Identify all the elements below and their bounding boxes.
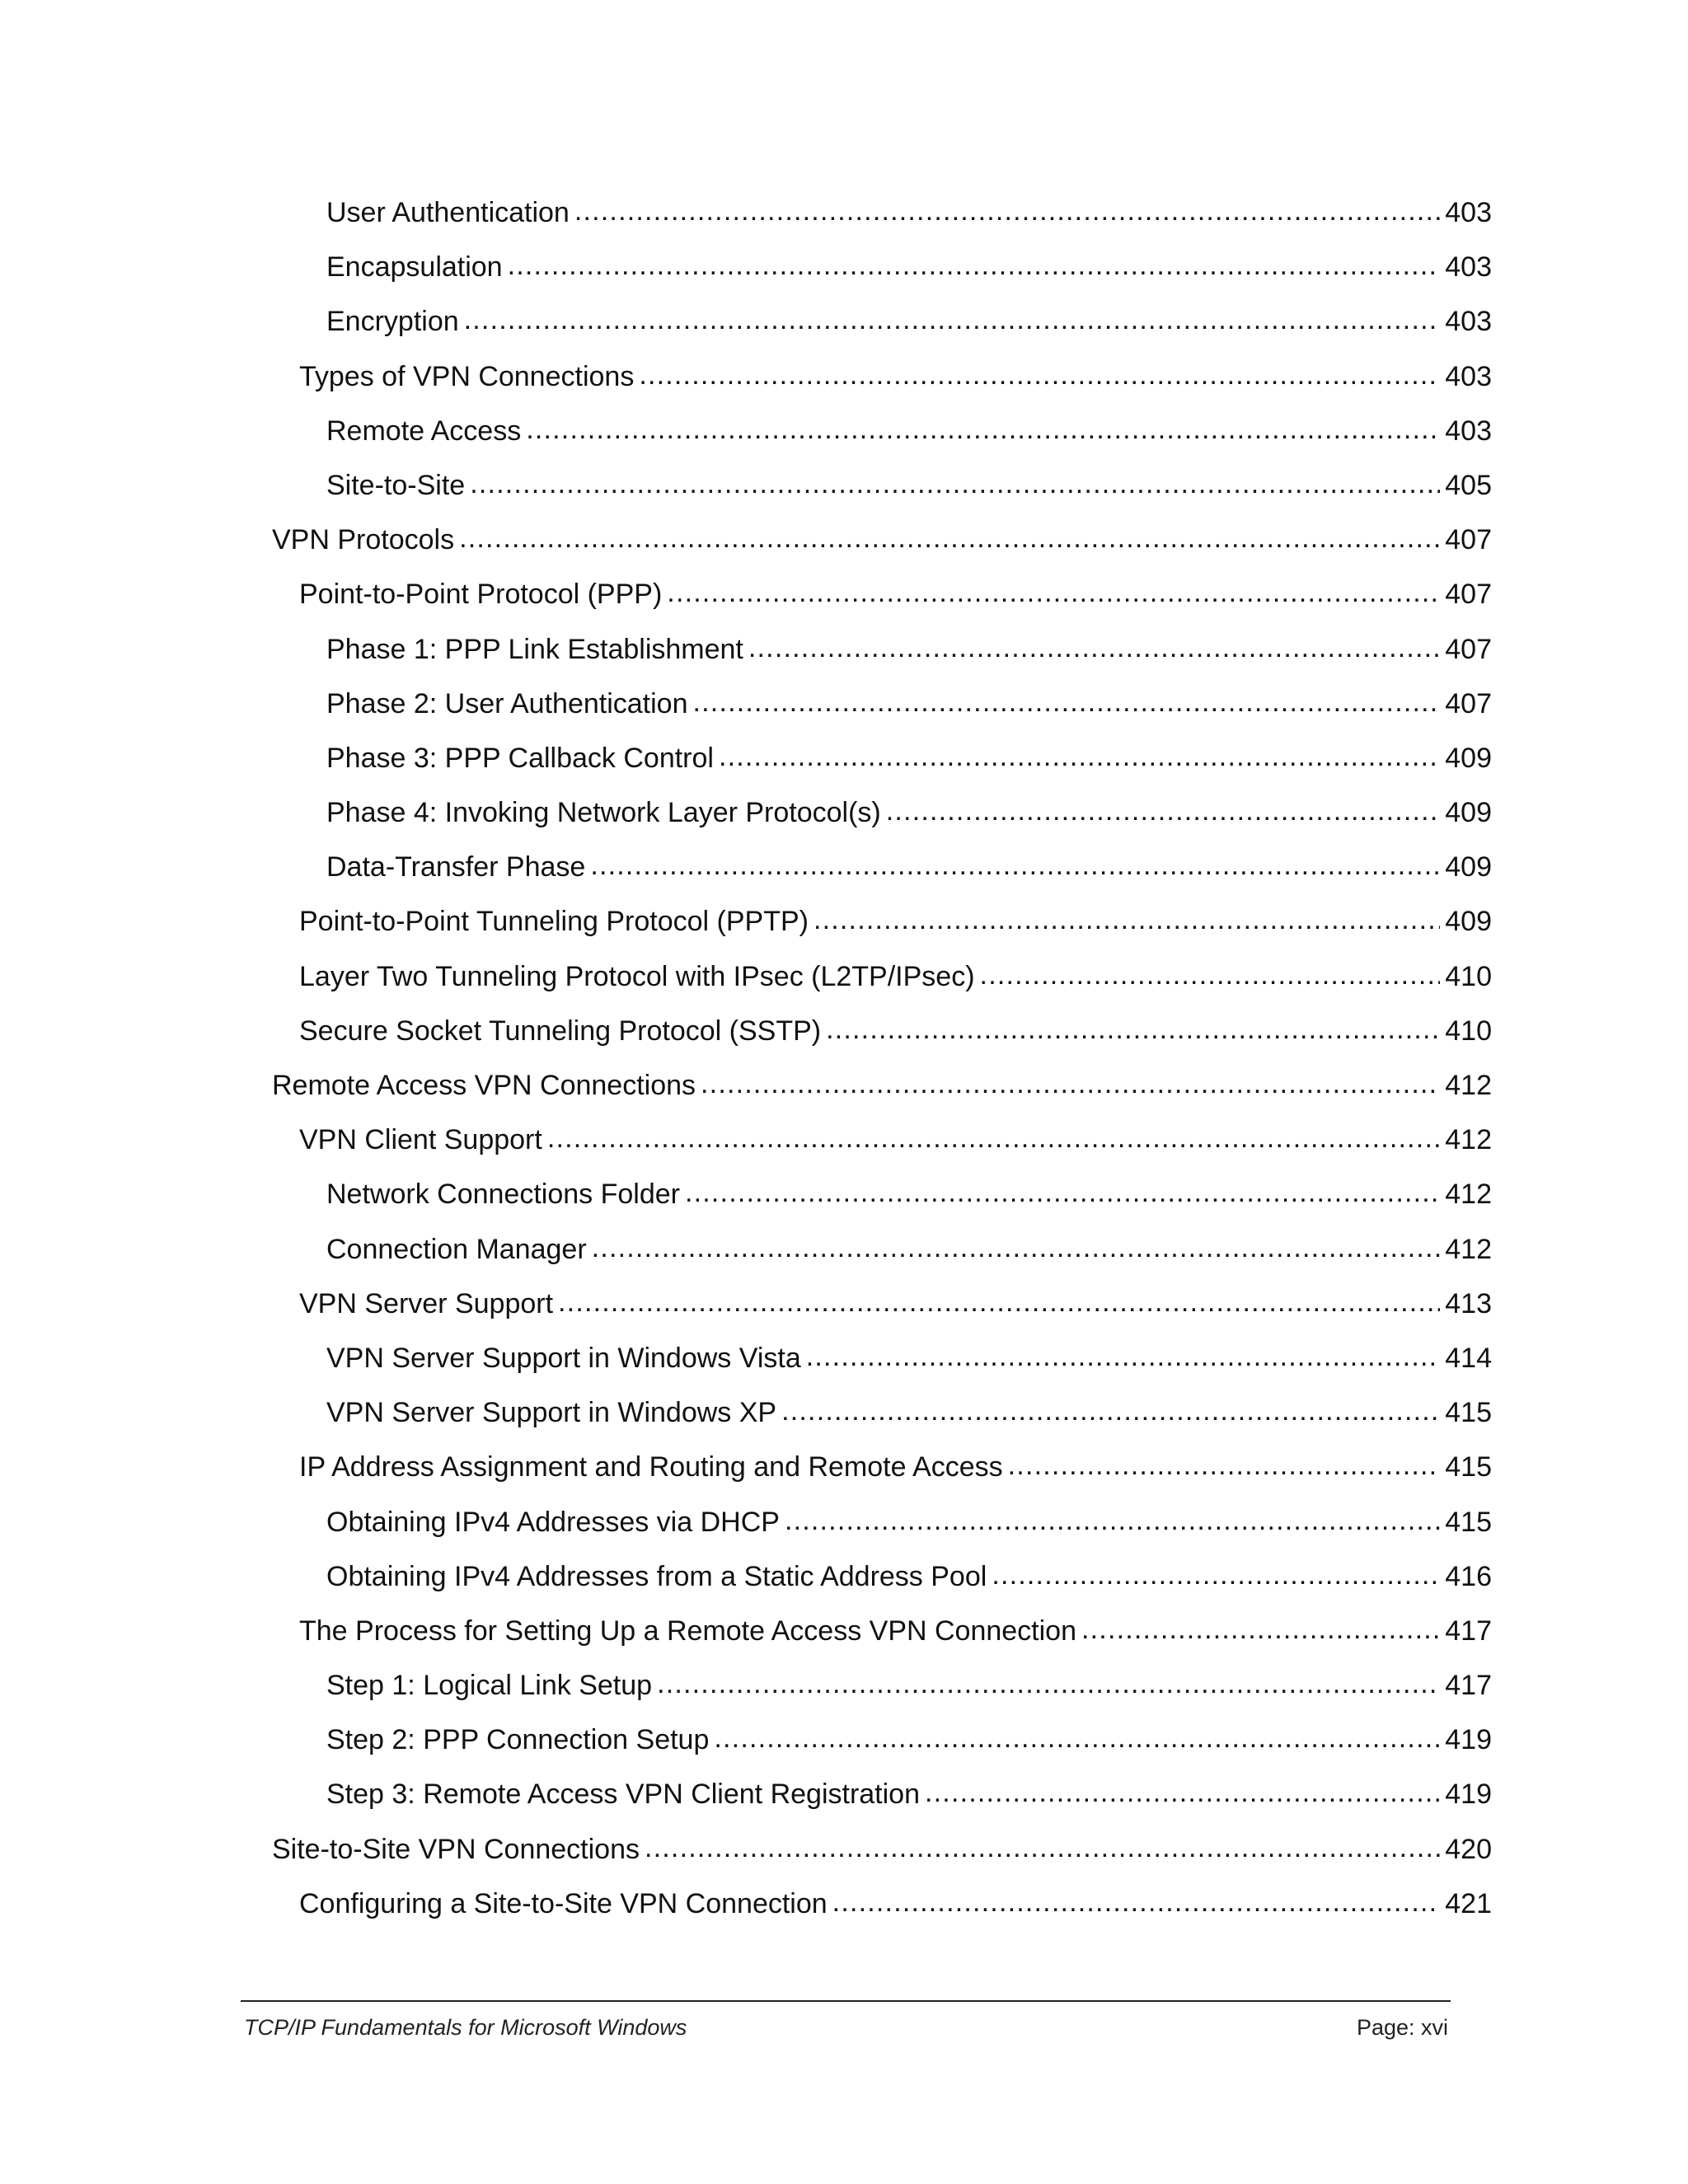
toc-entry-title: Secure Socket Tunneling Protocol (SSTP)	[299, 1015, 822, 1047]
toc-entry-page: 415	[1445, 1451, 1492, 1483]
toc-dot-leader	[693, 688, 1441, 716]
toc-entry-page: 419	[1445, 1724, 1492, 1756]
toc-dot-leader	[508, 251, 1441, 279]
toc-entry[interactable]	[272, 1017, 1492, 1071]
toc-entry[interactable]	[272, 1453, 1492, 1507]
toc-entry[interactable]	[272, 1287, 1492, 1344]
toc-entry-title: VPN Protocols	[272, 524, 455, 556]
toc-entry-page: 412	[1445, 1179, 1492, 1211]
footer-book-title: TCP/IP Fundamentals for Microsoft Windows	[244, 2015, 687, 2040]
toc-entry[interactable]	[272, 1887, 1492, 1944]
toc-dot-leader	[558, 1288, 1440, 1316]
footer-divider	[241, 2000, 1451, 2002]
toc-entry[interactable]	[272, 1180, 1492, 1235]
toc-entry-title: Site-to-Site	[326, 469, 466, 501]
toc-entry-page: 413	[1445, 1287, 1492, 1319]
toc-entry[interactable]	[272, 471, 1492, 526]
toc-entry[interactable]	[272, 1071, 1492, 1126]
toc-entry[interactable]	[272, 1235, 1492, 1290]
table-of-contents	[272, 199, 1492, 1944]
toc-entry-title: Phase 4: Invoking Network Layer Protocol(s)	[326, 797, 881, 829]
toc-dot-leader	[826, 1015, 1440, 1043]
toc-dot-leader	[785, 1507, 1440, 1535]
toc-entry[interactable]	[272, 580, 1492, 635]
toc-entry[interactable]	[272, 1508, 1492, 1563]
toc-entry[interactable]	[272, 1399, 1492, 1453]
toc-dot-leader	[814, 906, 1440, 934]
toc-entry-title: VPN Server Support	[299, 1287, 554, 1319]
toc-entry-page: 403	[1445, 197, 1492, 228]
toc-entry-page: 416	[1445, 1560, 1492, 1592]
toc-entry-page: 410	[1445, 960, 1492, 992]
toc-entry-title: Configuring a Site-to-Site VPN Connection	[299, 1887, 828, 1919]
toc-entry[interactable]	[272, 799, 1492, 853]
toc-entry[interactable]	[272, 307, 1492, 362]
toc-entry-title: Layer Two Tunneling Protocol with IPsec (L2TP/IPsec)	[299, 960, 975, 992]
toc-entry[interactable]	[272, 960, 1492, 1017]
toc-dot-leader	[980, 961, 1441, 989]
toc-entry[interactable]	[272, 1560, 1492, 1617]
toc-entry-page: 421	[1445, 1887, 1492, 1919]
toc-dot-leader	[645, 1834, 1440, 1862]
toc-entry-page: 412	[1445, 1233, 1492, 1265]
toc-entry-page: 419	[1445, 1779, 1492, 1811]
toc-entry[interactable]	[272, 635, 1492, 690]
toc-dot-leader	[925, 1779, 1440, 1807]
toc-entry-title: Remote Access VPN Connections	[272, 1070, 696, 1101]
toc-entry-page: 409	[1445, 851, 1492, 883]
toc-entry-page: 414	[1445, 1342, 1492, 1374]
toc-entry-page: 415	[1445, 1506, 1492, 1538]
toc-entry-page: 403	[1445, 360, 1492, 392]
toc-entry-title: Point-to-Point Protocol (PPP)	[299, 579, 663, 611]
toc-entry-title: Step 3: Remote Access VPN Client Registration	[326, 1779, 920, 1811]
toc-entry-page: 403	[1445, 306, 1492, 338]
footer-page-number: Page: xvi	[1356, 2015, 1448, 2040]
toc-dot-leader	[719, 743, 1440, 771]
toc-dot-leader	[806, 1343, 1441, 1371]
toc-dot-leader	[464, 306, 1441, 334]
toc-entry[interactable]	[272, 360, 1492, 417]
toc-entry-title: The Process for Setting Up a Remote Access VPN Connection	[299, 1615, 1077, 1647]
toc-entry-page: 415	[1445, 1397, 1492, 1429]
toc-entry-page: 403	[1445, 251, 1492, 284]
toc-entry-title: Types of VPN Connections	[299, 360, 635, 392]
toc-entry[interactable]	[272, 687, 1492, 744]
toc-dot-leader	[459, 524, 1440, 552]
toc-dot-leader	[667, 579, 1440, 607]
toc-dot-leader	[685, 1179, 1440, 1207]
toc-dot-leader	[992, 1561, 1440, 1589]
toc-entry-title: Network Connections Folder	[326, 1179, 680, 1211]
toc-entry-page: 420	[1445, 1833, 1492, 1865]
toc-entry-page: 412	[1445, 1124, 1492, 1156]
toc-dot-leader	[1081, 1615, 1440, 1643]
toc-entry-title: Remote Access	[326, 415, 522, 447]
toc-entry-page: 407	[1445, 579, 1492, 611]
toc-entry-title: Phase 1: PPP Link Establishment	[326, 633, 743, 665]
toc-entry[interactable]	[272, 744, 1492, 799]
toc-dot-leader	[832, 1888, 1441, 1916]
toc-entry[interactable]	[272, 526, 1492, 580]
toc-entry[interactable]	[272, 1671, 1492, 1726]
toc-entry-title: User Authentication	[326, 197, 570, 228]
toc-entry-title: IP Address Assignment and Routing and Remote Access	[299, 1451, 1003, 1483]
toc-dot-leader	[526, 415, 1440, 443]
toc-entry-title: Encapsulation	[326, 251, 503, 284]
toc-entry-title: Obtaining IPv4 Addresses via DHCP	[326, 1506, 780, 1538]
toc-dot-leader	[781, 1397, 1440, 1425]
toc-entry-page: 409	[1445, 906, 1492, 938]
toc-dot-leader	[592, 1234, 1441, 1262]
toc-entry[interactable]	[272, 853, 1492, 907]
toc-dot-leader	[657, 1670, 1440, 1698]
toc-entry[interactable]	[272, 253, 1492, 307]
toc-dot-leader	[574, 197, 1440, 225]
toc-entry[interactable]	[272, 417, 1492, 471]
toc-dot-leader	[639, 361, 1440, 389]
toc-entry-title: VPN Server Support in Windows XP	[326, 1397, 777, 1429]
toc-entry-title: Encryption	[326, 306, 459, 338]
toc-dot-leader	[714, 1724, 1440, 1752]
toc-entry-title: Phase 3: PPP Callback Control	[326, 742, 714, 774]
toc-entry-title: Site-to-Site VPN Connections	[272, 1833, 640, 1865]
toc-entry[interactable]	[272, 1344, 1492, 1399]
toc-entry-title: VPN Server Support in Windows Vista	[326, 1342, 801, 1374]
toc-entry[interactable]	[272, 1835, 1492, 1890]
toc-dot-leader	[701, 1070, 1440, 1098]
toc-entry-title: Obtaining IPv4 Addresses from a Static Address Pool	[326, 1560, 987, 1592]
toc-entry[interactable]	[272, 907, 1492, 962]
toc-entry-title: VPN Client Support	[299, 1124, 542, 1156]
toc-entry-title: Data-Transfer Phase	[326, 851, 586, 883]
toc-entry-title: Step 2: PPP Connection Setup	[326, 1724, 710, 1756]
toc-dot-leader	[886, 797, 1441, 825]
toc-entry-page: 412	[1445, 1070, 1492, 1101]
toc-dot-leader	[547, 1124, 1440, 1152]
toc-dot-leader	[590, 851, 1440, 879]
toc-entry-title: Point-to-Point Tunneling Protocol (PPTP)	[299, 906, 809, 938]
toc-entry-page: 403	[1445, 415, 1492, 447]
toc-entry-page: 417	[1445, 1615, 1492, 1647]
toc-entry[interactable]	[272, 1617, 1492, 1671]
toc-entry[interactable]	[272, 199, 1492, 253]
toc-entry-title: Phase 2: User Authentication	[326, 687, 688, 719]
toc-entry-page: 417	[1445, 1670, 1492, 1702]
toc-entry-page: 409	[1445, 742, 1492, 774]
toc-entry-title: Connection Manager	[326, 1233, 587, 1265]
toc-entry-page: 409	[1445, 797, 1492, 829]
toc-dot-leader	[470, 470, 1440, 498]
toc-entry-page: 405	[1445, 469, 1492, 501]
toc-dot-leader	[748, 634, 1440, 662]
toc-entry-title: Step 1: Logical Link Setup	[326, 1670, 653, 1702]
toc-entry[interactable]	[272, 1780, 1492, 1835]
toc-entry-page: 407	[1445, 633, 1492, 665]
toc-entry-page: 407	[1445, 524, 1492, 556]
toc-entry-page: 407	[1445, 687, 1492, 719]
toc-dot-leader	[1008, 1451, 1441, 1479]
toc-entry[interactable]	[272, 1726, 1492, 1780]
toc-entry-page: 410	[1445, 1015, 1492, 1047]
toc-entry[interactable]	[272, 1126, 1492, 1180]
